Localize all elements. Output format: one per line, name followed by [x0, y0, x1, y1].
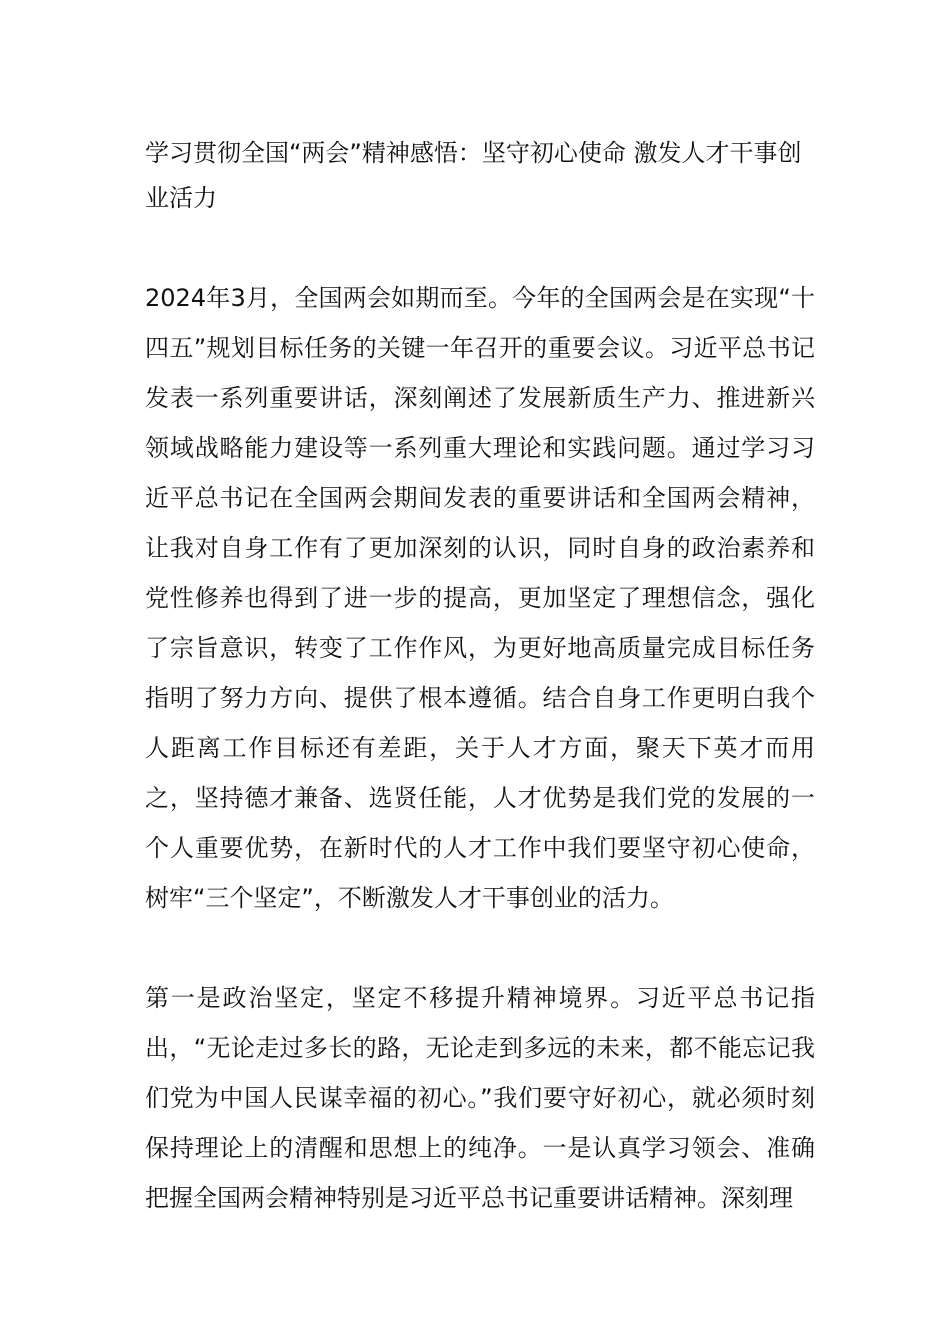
paragraph-intro: 2024年3月，全国两会如期而至。今年的全国两会是在实现“十四五”规划目标任务的关键一年召开的重要会议。习近平总书记发表一系列重要讲话，深刻阐述了发展新质生产力、推进新兴领域战略能力建设等一系列重大理论和实践问题。通过学习习近平总书记在全国两会期间发表的重要讲话和全国两会精神，让我对自身工作有了更加深刻的认识，同时自身的政治素养和党性修养也得到了进一步的提高，更加坚定了理想信念，强化了宗旨意识，转变了工作作风，为更好地高质量完成目标任务指明了努力方向、提供了根本遵循。结合自身工作更明白我个人距离工作目标还有差距，关于人才方面，聚天下英才而用之，坚持德才兼备、选贤任能，人才优势是我们党的发展的一个人重要优势，在新时代的人才工作中我们要坚守初心使命，树牢“三个坚定”，不断激发人才干事创业的活力。 — [145, 284, 815, 912]
paragraph-political-firmness: 第一是政治坚定，坚定不移提升精神境界。习近平总书记指出，“无论走过多长的路，无论走到多远的未来，都不能忘记我们党为中国人民谋幸福的初心。”我们要守好初心，就必须时刻保持理论上的清醒和思想上的纯净。一是认真学习领会、准确把握全国两会精神特别是习近平总书记重要讲话精神。深刻理 — [145, 984, 815, 1212]
document-title: 学习贯彻全国“两会”精神感悟：坚守初心使命 激发人才干事创业活力 — [145, 139, 802, 212]
document-body — [145, 131, 815, 1223]
